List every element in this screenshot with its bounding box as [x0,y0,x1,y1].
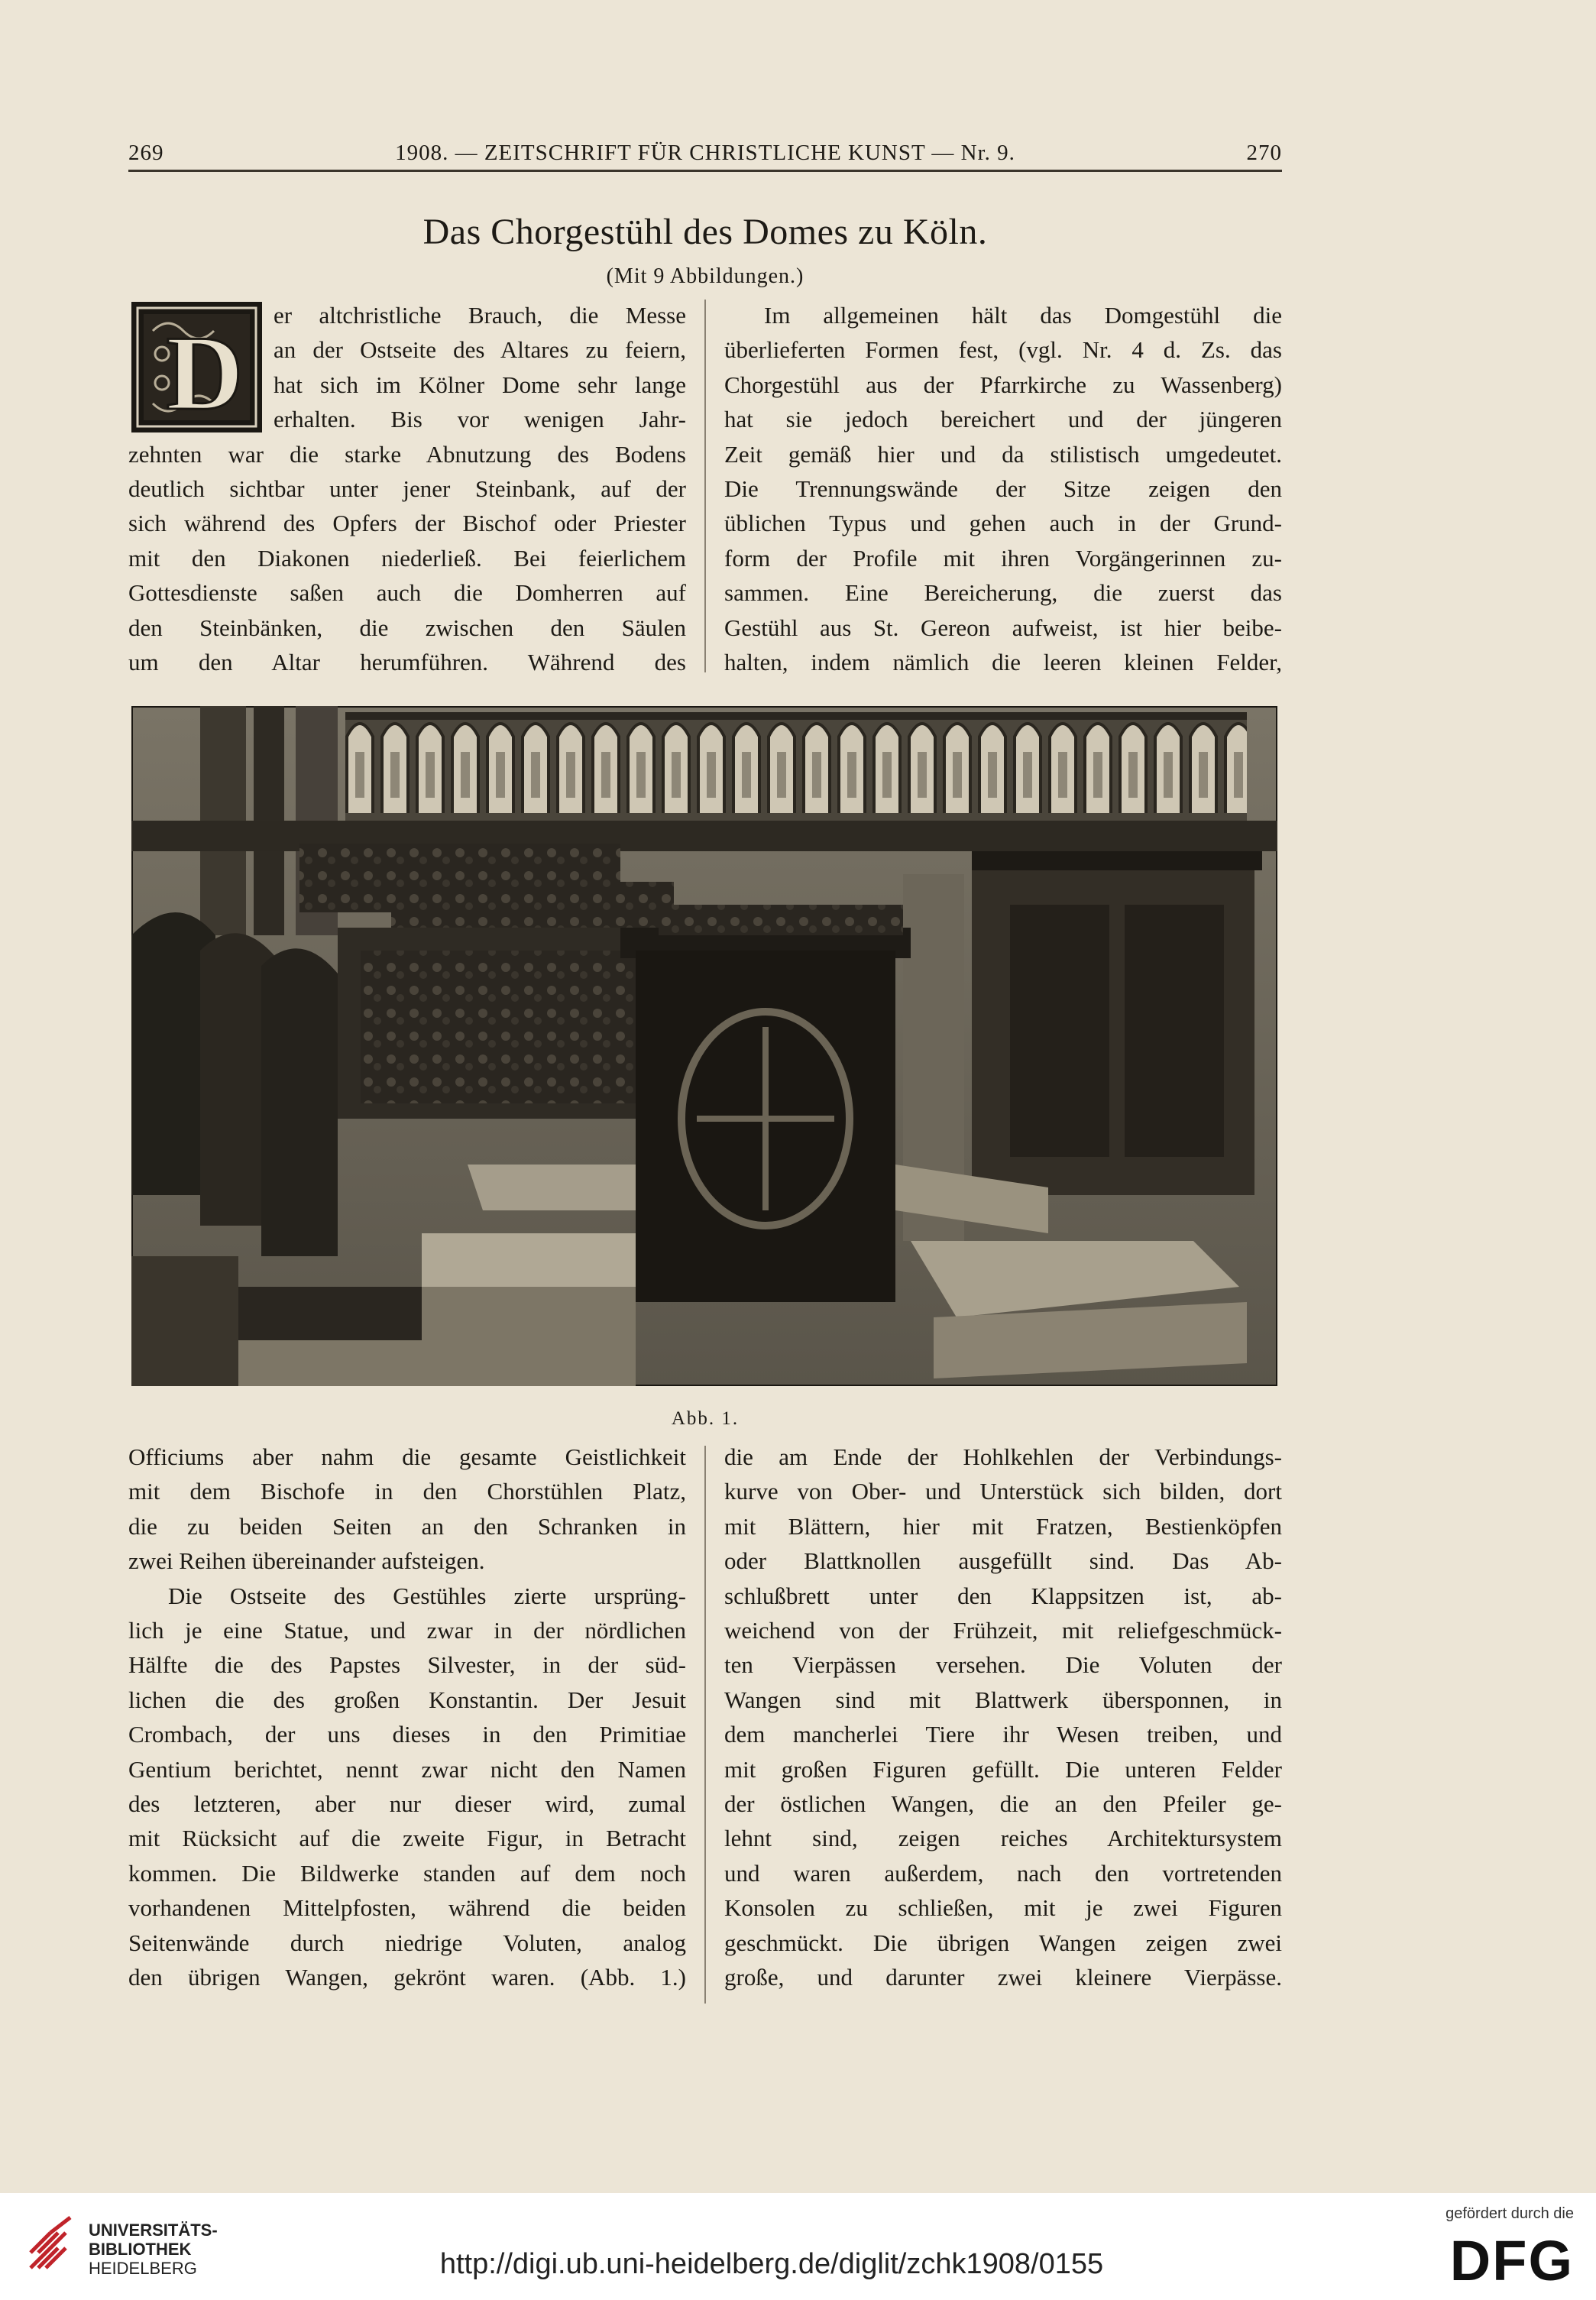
text-line: Officiums aber nahm die gesamte Geistlichkeit [128,1443,686,1470]
dropcap-letter: D [166,314,244,432]
column-top-left [128,298,686,679]
article-title: Das Chorgestühl des Domes zu Köln. [422,212,988,252]
text-line: kurve von Ober- und Unterstück sich bilden, dort [724,1478,1282,1505]
text-line: der östlichen Wangen, die an den Pfeiler ge- [724,1790,1282,1818]
library-name [89,2221,218,2278]
text-line: Die Trennungswände der Sitze zeigen den [724,475,1282,503]
text-line: er altchristliche Brauch, die Messe [274,302,686,329]
text-line: ten Vierpässen versehen. Die Voluten der [724,1651,1282,1679]
text-line: sich während des Opfers der Bischof oder Priester [128,510,686,537]
text-line: geschmückt. Die übrigen Wangen zeigen zwei [724,1929,1282,1956]
text-line: die zu beiden Seiten an den Schranken in [128,1512,686,1540]
text-line: deutlich sichtbar unter jener Steinbank, auf der [128,475,686,503]
text-line: Seitenwände durch niedrige Voluten, analog [128,1929,686,1956]
text-line: Gentium berichtet, nennt zwar nicht den Namen [128,1755,686,1783]
figure-caption: Abb. 1. [671,1408,740,1429]
dfg-logo: DFG [1449,2229,1574,2292]
text-line: erhalten. Bis vor wenigen Jahr- [274,406,686,433]
header-rule [128,170,1282,172]
text-line: schlußbrett unter den Klappsitzen ist, ab- [724,1582,1282,1609]
text-line: den Steinbänken, die zwischen den Säulen [128,614,686,641]
text-line: Im allgemeinen hält das Domgestühl die [764,302,1282,329]
library-name-line2: BIBLIOTHEK [89,2240,192,2259]
text-line: Konsolen zu schließen, mit je zwei Figuren [724,1894,1282,1922]
text-line: Gottesdienste saßen auch die Domherren auf [128,579,686,607]
text-line: weichend von der Frühzeit, mit reliefgeschmück- [724,1617,1282,1644]
library-logo-icon [28,2214,78,2276]
text-line: mit den Diakonen niederließ. Bei feierlichem [128,544,686,572]
text-line: hat sie jedoch bereichert und der jüngeren [724,406,1282,433]
text-line: Crombach, der uns dieses in den Primitiae [128,1721,686,1748]
text-line: lehnt sind, zeigen reiches Architektursystem [724,1825,1282,1852]
choir-stall-photograph [131,706,1277,1386]
text-line: große, und darunter zwei kleinere Vierpässe. [724,1964,1282,1991]
journal-title: 1908. — ZEITSCHRIFT FÜR CHRISTLICHE KUNST — Nr. 9. [395,141,1015,165]
text-line: zwei Reihen übereinander aufsteigen. [128,1547,485,1575]
digitization-footer [0,2193,1596,2300]
text-line: den übrigen Wangen, gekrönt waren. (Abb. 1.) [128,1964,686,1991]
text-line: hat sich im Kölner Dome sehr lange [274,371,686,398]
text-line: dem mancherlei Tiere ihr Wesen treiben, und [724,1721,1282,1748]
text-line: kommen. Die Bildwerke standen auf dem noch [128,1859,686,1887]
page-number-right: 270 [1246,141,1282,165]
text-line: an der Ostseite des Altares zu feiern, [274,336,686,364]
text-line: üblichen Typus und gehen auch in der Grund- [724,510,1282,537]
text-line: Wangen sind mit Blattwerk übersponnen, in [724,1686,1282,1713]
column-divider-top [704,300,706,672]
text-line: mit dem Bischofe in den Chorstühlen Platz, [128,1478,686,1505]
column-bottom-left [128,1440,686,1995]
funding-note: gefördert durch die [1445,2205,1574,2222]
text-line: vorhandenen Mittelpfosten, während die beiden [128,1894,686,1922]
text-line: Zeit gemäß hier und da stilistisch umgedeutet. [724,440,1282,468]
source-url-link[interactable]: http://digi.ub.uni-heidelberg.de/diglit/zchk1908/0155 [439,2248,1104,2280]
column-divider-bottom [704,1446,706,2004]
column-top-right [724,298,1282,679]
column-bottom-right [724,1440,1282,1995]
text-line: überlieferten Formen fest, (vgl. Nr. 4 d. Zs. das [724,336,1282,364]
text-line: mit großen Figuren gefüllt. Die unteren Felder [724,1755,1282,1783]
text-line: Chorgestühl aus der Pfarrkirche zu Wassenberg) [724,371,1282,398]
text-line: zehnten war die starke Abnutzung des Bodens [128,440,686,468]
text-line: halten, indem nämlich die leeren kleinen Felder, [724,649,1282,676]
library-name-line1: UNIVERSITÄTS- [89,2221,218,2240]
text-line: Gestühl aus St. Gereon aufweist, ist hier beibe- [724,614,1282,641]
text-line: Die Ostseite des Gestühles zierte ursprüng- [168,1582,686,1609]
text-line: die am Ende der Hohlkehlen der Verbindungs- [724,1443,1282,1470]
text-line: sammen. Eine Bereicherung, die zuerst das [724,579,1282,607]
text-line: mit Rücksicht auf die zweite Figur, in Betracht [128,1825,686,1852]
text-line: des letzteren, aber nur dieser wird, zumal [128,1790,686,1818]
text-line: um den Altar herumführen. Während des [128,649,686,676]
text-line: mit Blättern, hier mit Fratzen, Bestienköpfen [724,1512,1282,1540]
text-line: und waren außerdem, nach den vortretenden [724,1859,1282,1887]
text-line: lichen die des großen Konstantin. Der Jesuit [128,1686,686,1713]
text-line: form der Profile mit ihren Vorgängerinnen zu- [724,544,1282,572]
running-header [128,136,1282,171]
library-name-line3: HEIDELBERG [89,2259,197,2278]
page-number-left: 269 [128,141,164,165]
article-subtitle: (Mit 9 Abbildungen.) [606,264,804,288]
text-line: oder Blattknollen ausgefüllt sind. Das Ab- [724,1547,1282,1575]
text-line: Hälfte die des Papstes Silvester, in der süd- [128,1651,686,1679]
text-line: lich je eine Statue, und zwar in der nördlichen [128,1617,686,1644]
